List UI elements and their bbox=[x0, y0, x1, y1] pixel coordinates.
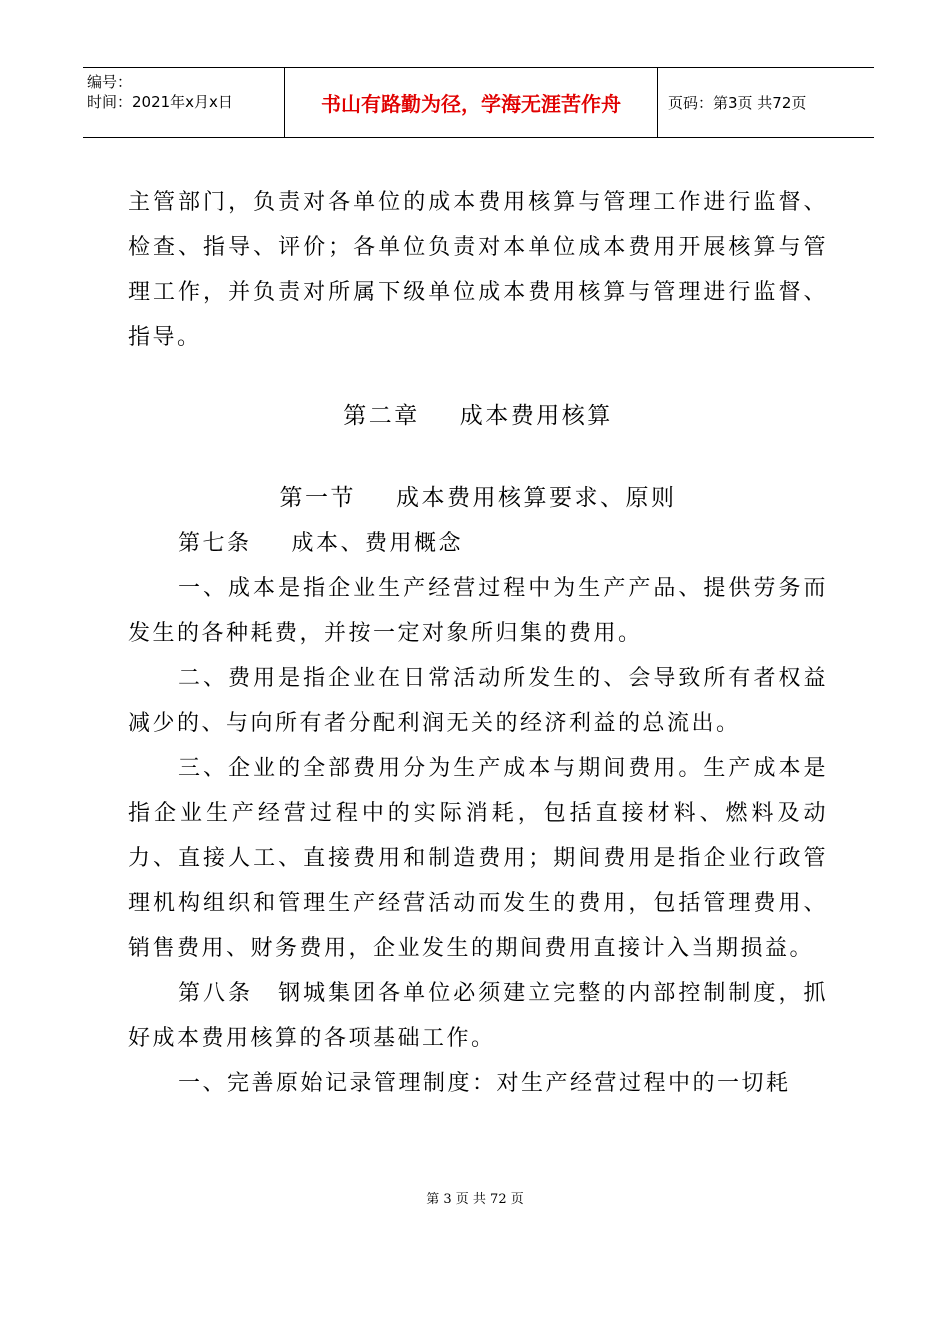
chapter-title: 成本费用核算 bbox=[459, 403, 613, 429]
section-title: 成本费用核算要求、原则 bbox=[396, 485, 677, 511]
chapter-number: 第二章 bbox=[343, 403, 420, 429]
page-footer: 第 3 页 共 72 页 bbox=[426, 1192, 524, 1207]
time-label: 时间：2021年x月x日 bbox=[87, 93, 233, 111]
header-meta bbox=[83, 68, 285, 137]
document-body bbox=[128, 180, 828, 1106]
article-number: 第七条 bbox=[178, 531, 252, 556]
header-page-info: 页码：第3页 共72页 bbox=[668, 94, 807, 112]
page-header bbox=[83, 67, 874, 138]
section-number: 第一节 bbox=[279, 485, 356, 511]
header-motto: 书山有路勤为径，学海无涯苦作舟 bbox=[285, 68, 658, 137]
paragraph: 第八条 钢城集团各单位必须建立完整的内部控制制度，抓好成本费用核算的各项基础工作。 bbox=[128, 981, 828, 1051]
article-heading bbox=[128, 521, 828, 566]
paragraph: 主管部门，负责对各单位的成本费用核算与管理工作进行监督、检查、指导、评价；各单位负责对本单位成本费用开展核算与管理工作，并负责对所属下级单位成本费用核算与管理进行监督、指导。 bbox=[128, 190, 828, 350]
paragraph: 三、企业的全部费用分为生产成本与期间费用。生产成本是指企业生产经营过程中的实际消耗，包括直接材料、燃料及动力、直接人工、直接费用和制造费用；期间费用是指企业行政管理机构组织和管理生产经营活动而发生的费用，包括管理费用、销售费用、财务费用，企业发生的期间费用直接计入当期损益。 bbox=[128, 756, 828, 961]
paragraph: 一、成本是指企业生产经营过程中为生产产品、提供劳务而发生的各种耗费，并按一定对象所归集的费用。 bbox=[128, 576, 828, 646]
serial-label: 编号： bbox=[87, 73, 133, 91]
chapter-heading bbox=[128, 394, 828, 439]
paragraph: 一、完善原始记录管理制度：对生产经营过程中的一切耗 bbox=[178, 1071, 791, 1096]
section-heading bbox=[128, 476, 828, 521]
paragraph: 二、费用是指企业在日常活动所发生的、会导致所有者权益减少的、与向所有者分配利润无关的经济利益的总流出。 bbox=[128, 666, 828, 736]
article-title: 成本、费用概念 bbox=[291, 531, 464, 556]
